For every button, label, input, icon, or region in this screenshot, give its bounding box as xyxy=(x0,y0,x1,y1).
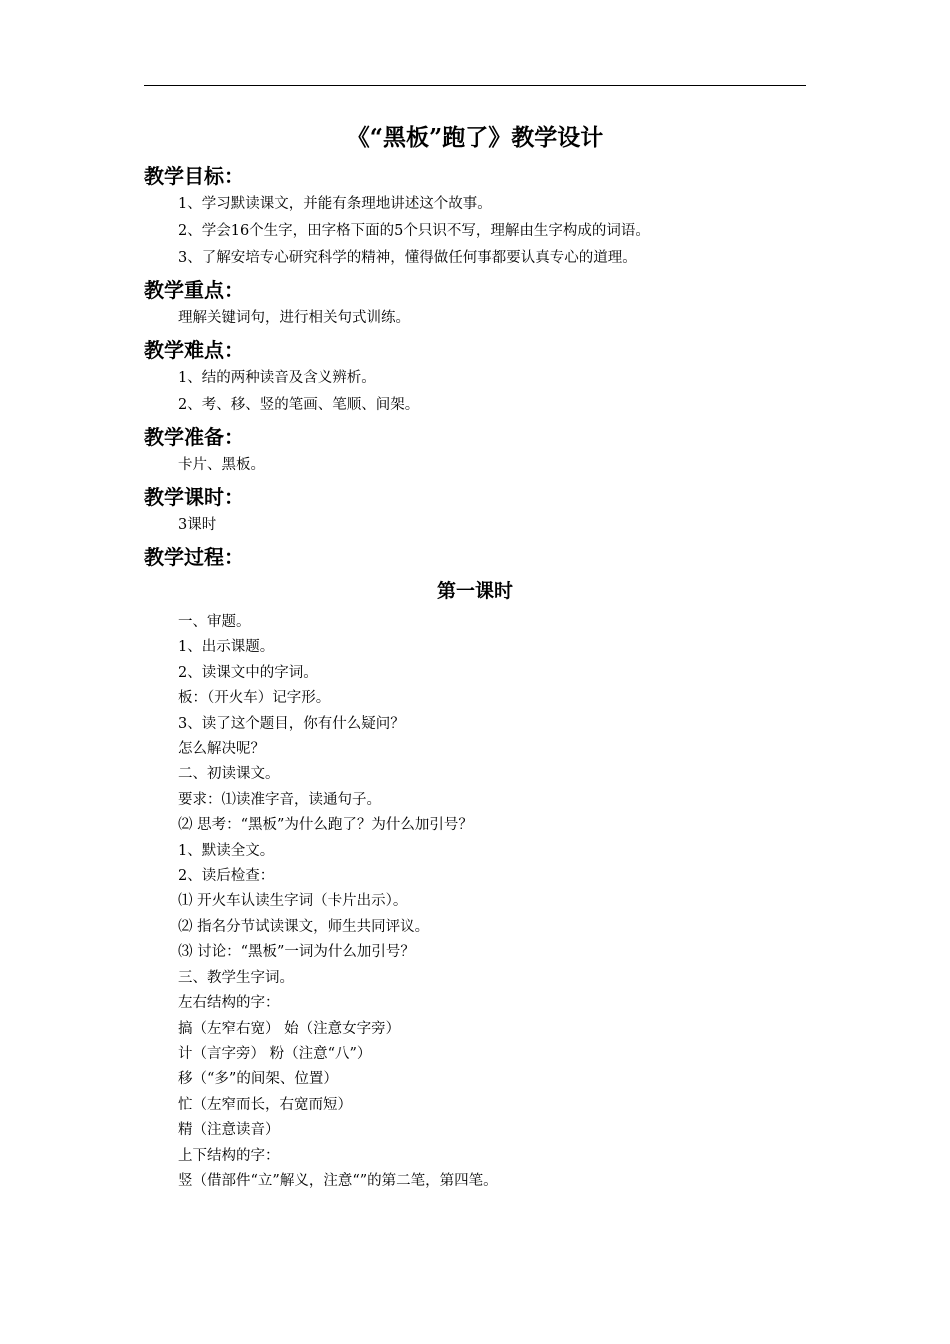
process-line: 板：（开火车）记字形。 xyxy=(178,690,331,707)
process-line: ⑵ 指名分节试读课文，师生共同评议。 xyxy=(178,918,430,935)
process-line: 一、审题。 xyxy=(178,614,251,630)
process-line: 忙（左窄而长，右宽而短） xyxy=(178,1096,352,1113)
process-line: 1、出示课题。 xyxy=(178,639,275,656)
preparation-item: 卡片、黑板。 xyxy=(178,457,265,473)
objective-item: 1、学习默读课文，并能有条理地讲述这个故事。 xyxy=(178,196,492,212)
process-line: 搞（左窄右宽） 始（注意女字旁） xyxy=(178,1020,401,1037)
lesson-title: 第一课时 xyxy=(436,580,513,602)
preparation-heading: 教学准备： xyxy=(144,425,244,449)
process-line: 竖（借部件“立”解义，注意“”的第二笔，第四笔。 xyxy=(178,1172,498,1189)
process-line: 精（注意读音） xyxy=(178,1122,280,1139)
process-line: 1、默读全文。 xyxy=(178,842,275,859)
difficulty-item: 1、结的两种读音及含义辨析。 xyxy=(178,370,376,386)
process-line: 上下结构的字： xyxy=(178,1147,280,1164)
process-line: 2、读课文中的字词。 xyxy=(178,664,318,681)
process-line: 要求：⑴读准字音，读通句子。 xyxy=(178,791,381,808)
class-hours-section xyxy=(144,482,806,539)
process-line: ⑴ 开火车认读生字词（卡片出示）。 xyxy=(178,893,408,910)
class-hours-item: 3课时 xyxy=(178,517,217,533)
preparation-section xyxy=(144,422,806,479)
objectives-heading: 教学目标： xyxy=(144,164,244,188)
process-line: 二、初读课文。 xyxy=(178,766,280,783)
difficulty-item: 2、考、移、竖的笔画、笔顺、间架。 xyxy=(178,397,420,413)
process-line: 移（“多”的间架、位置） xyxy=(178,1071,338,1088)
process-line: 怎么解决呢？ xyxy=(178,741,265,758)
key-points-section xyxy=(144,275,806,332)
process-line: ⑶ 讨论：“黑板”一词为什么加引号？ xyxy=(178,944,415,961)
process-line: 三、教学生字词。 xyxy=(178,969,294,986)
difficulties-heading: 教学难点： xyxy=(144,338,244,362)
difficulties-section xyxy=(144,335,806,419)
process-line: 3、读了这个题目，你有什么疑问？ xyxy=(178,715,405,732)
key-point-item: 理解关键词句，进行相关句式训练。 xyxy=(178,310,410,326)
process-line: 左右结构的字： xyxy=(178,995,280,1012)
process-line: 2、读后检查： xyxy=(178,868,275,885)
header-rule xyxy=(144,85,806,86)
objectives-section xyxy=(144,161,806,272)
process-heading: 教学过程： xyxy=(144,545,244,569)
process-line: ⑵ 思考：“黑板”为什么跑了？为什么加引号？ xyxy=(178,817,473,834)
document-title: 《“黑板”跑了》教学设计 xyxy=(346,124,604,151)
objective-item: 3、了解安培专心研究科学的精神，懂得做任何事都要认真专心的道理。 xyxy=(178,250,637,266)
objective-item: 2、学会16个生字，田字格下面的5个只识不写，理解由生字构成的词语。 xyxy=(178,223,650,239)
document-page xyxy=(144,118,806,1194)
process-line: 计（言字旁） 粉（注意“八”） xyxy=(178,1045,372,1062)
process-section xyxy=(144,542,806,1194)
key-points-heading: 教学重点： xyxy=(144,278,244,302)
class-hours-heading: 教学课时： xyxy=(144,485,244,509)
